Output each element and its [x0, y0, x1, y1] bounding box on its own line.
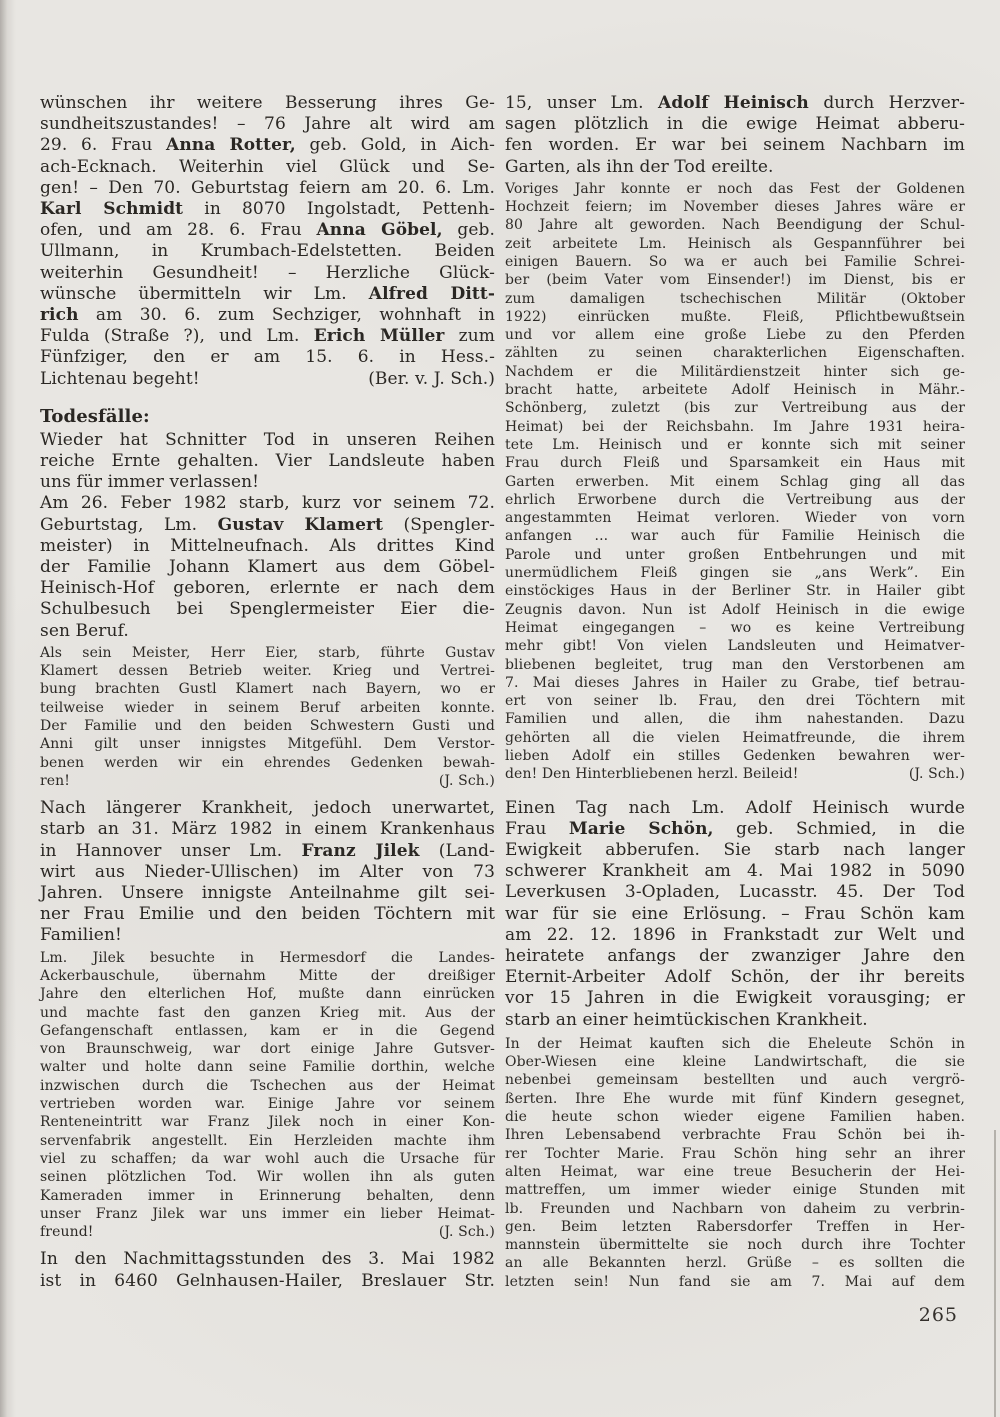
text-line: Ullmann, in Krumbach-Edelstetten. Beiden: [40, 241, 495, 262]
text-line: unser Franz Jilek war uns immer ein lieber Heimat-: [40, 1205, 495, 1222]
text-line-part: freund!: [40, 1224, 94, 1241]
text-line: Familien und allen, die ihm nahestanden. Dazu: [505, 711, 965, 728]
text-line: reiche Ernte gehalten. Vier Landsleute haben: [40, 451, 495, 472]
text-line: sagen plötzlich in die ewige Heimat abberu-: [505, 114, 965, 135]
text-line: wünsche übermitteln wir Lm. Alfred Ditt-: [40, 283, 495, 304]
text-line: sen Beruf.: [40, 620, 129, 641]
text-line: bliebenen begleitet, trug man den Verstorbenen am: [505, 656, 965, 673]
text-line: viel zu schaffen; da war wohl auch die Ursache für: [40, 1150, 495, 1167]
text-line-part: (J. Sch.): [908, 766, 965, 783]
text-line: [505, 765, 965, 783]
text-line: zählten zu seinen charakterlichen Eigenschaften.: [505, 345, 965, 362]
birthday-wishes-paragraph: [40, 93, 495, 390]
text-line: Anni gilt unser innigstes Mitgefühl. Dem Verstor-: [40, 736, 495, 753]
text-line: Jahre den elterlichen Hof, mußte dann einrücken: [40, 986, 495, 1003]
text-line: Hochzeit feiern; im November dieses Jahres wäre er: [505, 199, 965, 216]
text-line: Eternit-Arbeiter Adolf Schön, der ihr bereits: [505, 967, 965, 988]
heinisch-obituary-start-paragraph: [40, 1249, 495, 1291]
text-line: servenfabrik angestellt. Ein Herzleiden machte ihm: [40, 1132, 495, 1149]
text-line: In der Heimat kauften sich die Eheleute Schön in: [505, 1035, 965, 1052]
text-line: ner Frau Emilie und den beiden Töchtern mit: [40, 904, 495, 925]
text-line: Ackerbauschule, übernahm Mitte der dreißiger: [40, 967, 495, 984]
text-line: einstöckiges Haus in der Berliner Str. in Hailer gibt: [505, 583, 965, 600]
text-line: Heinisch-Hof geboren, erlernte er nach dem: [40, 578, 495, 599]
text-line: starb an einer heimtückischen Krankheit.: [505, 1009, 868, 1030]
schoen-detail-paragraph: [505, 1035, 965, 1291]
text-line: Wieder hat Schnitter Tod in unseren Reihen: [40, 429, 495, 450]
text-line: fen worden. Er war bei seinem Nachbarn im: [505, 135, 965, 156]
text-line: 7. Mai dieses Jahres in Hailer zu Grabe, tief betrau-: [505, 674, 965, 691]
text-line: war für sie eine Erlösung. – Frau Schön kam: [505, 903, 965, 924]
text-line: 15, unser Lm. Adolf Heinisch durch Herzver-: [505, 93, 965, 113]
text-line: die heute schon wieder eigene Familien haben.: [505, 1109, 965, 1126]
text-line: uns für immer verlassen!: [40, 472, 260, 493]
text-line: vor 15 Jahren in die Ewigkeit vorausging; er: [505, 988, 965, 1009]
jilek-obituary-paragraph: [40, 798, 495, 946]
text-line: bung brachten Gustl Klamert nach Bayern, wo er: [40, 681, 495, 698]
text-line: Voriges Jahr konnte er noch das Fest der Goldenen: [505, 180, 965, 197]
text-line: rer Tochter Marie. Frau Schön hing sehr an ihrer: [505, 1145, 965, 1162]
text-line: in Hannover unser Lm. Franz Jilek (Land-: [40, 840, 495, 861]
obituary-intro-paragraph: [40, 430, 495, 494]
text-line: unermüdlichem Fleiß gingen sie „ans Werk”. Ein: [505, 565, 965, 582]
text-line: mehr gibt! Von vielen Landsleuten und Heimatver-: [505, 638, 965, 655]
text-line: 1922) einrücken mußte. Fleiß, Pflichtbewußtsein: [505, 308, 965, 325]
text-line: meister) in Mittelneufnach. Als drittes Kind: [40, 535, 495, 556]
text-line: Am 26. Feber 1982 starb, kurz vor seinem 72.: [40, 493, 495, 514]
klamert-detail-paragraph: [40, 644, 495, 790]
text-line: Ober-Wiesen eine kleine Landwirtschaft, die sie: [505, 1054, 965, 1071]
text-line: gehörten all die vielen Heimatfreunde, die ihrem: [505, 729, 965, 746]
todesfaelle-heading: [40, 406, 495, 428]
text-line: walter und holte dann seine Familie dorthin, welche: [40, 1059, 495, 1076]
text-line: angestammten Heimat verloren. Wieder von vorn: [505, 510, 965, 527]
text-line: Schönberg, zuletzt (bis zur Vertreibung aus der: [505, 400, 965, 417]
text-line: Fulda (Straße ?), und Lm. Erich Müller zum: [40, 326, 495, 347]
text-line: benen werden wir ein ehrendes Gedenken bewah-: [40, 754, 495, 771]
text-line: Zeugnis davon. Nun ist Adolf Heinisch in die ewige: [505, 601, 965, 618]
text-line: wirt aus Nieder-Ullischen) im Alter von 73: [40, 861, 495, 882]
text-line: Der Familie und den beiden Schwestern Gusti und: [40, 718, 495, 735]
text-line: gen! – Den 70. Geburtstag feiern am 20. 6. Lm.: [40, 177, 495, 198]
text-line: zum damaligen tschechischen Militär (Oktober: [505, 290, 965, 307]
page-edge-line: [994, 1130, 996, 1417]
text-line: anfangen ... war auch für Familie Heinisch die: [505, 528, 965, 545]
text-line: Schulbesuch bei Spenglermeister Eier die-: [40, 599, 495, 620]
text-line: ehrlich Erworbene durch die Vertreibung aus der: [505, 491, 965, 508]
text-line: Leverkusen 3-Opladen, Lucasstr. 45. Der Tod: [505, 882, 965, 903]
text-line: an alle Bekannten herzl. Grüße – es sollten die: [505, 1255, 965, 1272]
text-line: einigen Bauern. So wa er auch bei Familie Schrei-: [505, 254, 965, 270]
text-line: Klamert dessen Betrieb weiter. Krieg und Vertrei-: [40, 663, 495, 680]
text-line: Fünfziger, den er am 15. 6. in Hess.-: [40, 347, 495, 368]
text-line: schwerer Krankheit am 4. Mai 1982 in 5090: [505, 861, 965, 882]
text-line: Heimat) bei der Reichsbahn. Im Jahre 1931 heira-: [505, 418, 965, 435]
text-line: ert von seiner lb. Frau, den drei Töchtern mit: [505, 693, 965, 710]
text-line: [40, 1223, 495, 1241]
text-line: Familien!: [40, 925, 122, 946]
text-line: inzwischen durch die Tschechen aus der Heimat: [40, 1077, 495, 1094]
left-text-column: [40, 93, 495, 1292]
text-line: bracht hatte, arbeitete Adolf Heinisch in Mähr.-: [505, 382, 965, 399]
text-line: ist in 6460 Gelnhausen-Hailer, Breslauer Str.: [40, 1270, 495, 1291]
text-line: starb an 31. März 1982 in einem Krankenhaus: [40, 819, 495, 840]
text-line-part: (Ber. v. J. Sch.): [368, 368, 495, 389]
text-line: Heimat eingegangen – wo es keine Vertreibung: [505, 619, 965, 636]
text-line: mattreffen, um immer wieder einige Stunden mit: [505, 1182, 965, 1199]
text-line: sundheitszustandes! – 76 Jahre alt wird am: [40, 114, 495, 135]
text-line: Nach längerer Krankheit, jedoch unerwartet,: [40, 798, 495, 819]
text-line: Nachdem er die Militärdienstzeit hinter sich ge-: [505, 363, 965, 380]
text-line: gen. Beim letzten Rabersdorfer Treffen in Her-: [505, 1218, 965, 1235]
scan-gutter-shadow: [0, 0, 16, 1417]
text-line: und vor allem eine große Liebe zu den Pferden: [505, 327, 965, 344]
text-line: Geburtstag, Lm. Gustav Klamert (Spengler-: [40, 514, 495, 535]
text-line: und machte fast den ganzen Krieg mit. Aus der: [40, 1004, 495, 1021]
text-line: Todesfälle:: [40, 405, 150, 427]
text-line: Lm. Jilek besuchte in Hermesdorf die Landes-: [40, 949, 495, 966]
text-line: lb. Freunden und Nachbarn von daheim zu verbrin-: [505, 1200, 965, 1217]
text-line-part: den! Den Hinterbliebenen herzl. Beileid!: [505, 766, 799, 783]
text-line: Garten, als ihn der Tod ereilte.: [505, 156, 774, 177]
text-line: nebenbei gemeinsam bestellten und auch vergrö-: [505, 1072, 965, 1089]
text-line: von Braunschweig, war dort einige Jahre Gutsver-: [40, 1041, 495, 1058]
text-line: ach-Ecknach. Weiterhin viel Glück und Se-: [40, 156, 495, 177]
text-line: Parole und unter großen Entbehrungen und mit: [505, 546, 965, 563]
text-line: der Familie Johann Klamert aus dem Göbel-: [40, 557, 495, 578]
text-line: zeit arbeitete Lm. Heinisch als Gespannführer bei: [505, 235, 965, 252]
page-number: 265: [918, 1304, 958, 1326]
text-line: [40, 772, 495, 790]
text-line: ber (beim Vater vom Einsender!) im Dienst, bis er: [505, 272, 965, 289]
text-line: letzten sein! Nun fand sie am 7. Mai auf dem: [505, 1273, 965, 1290]
text-line: lieben Adolf ein stilles Gedenken bewahren wer-: [505, 748, 965, 765]
text-line: tete Lm. Heinisch und er konnte sich mit seiner: [505, 436, 965, 453]
text-line: Jahren. Unsere innigste Anteilnahme gilt sei-: [40, 883, 495, 904]
text-line: 80 Jahre alt geworden. Nach Beendigung der Schul-: [505, 217, 965, 234]
heinisch-detail-paragraph: [505, 180, 965, 784]
text-line: ofen, und am 28. 6. Frau Anna Göbel, geb.: [40, 220, 495, 241]
text-line: am 22. 12. 1896 in Frankstadt zur Welt und: [505, 924, 965, 945]
text-line: alten Heimat, war eine treue Besucherin der Hei-: [505, 1163, 965, 1180]
text-line: rich am 30. 6. zum Sechziger, wohnhaft in: [40, 305, 495, 326]
text-line: wünschen ihr weitere Besserung ihres Ge-: [40, 93, 495, 113]
text-line: Garten erwerben. Mit einem Schlag ging all das: [505, 473, 965, 490]
text-line: mannstein übermittelte sie noch durch ihre Tochter: [505, 1237, 965, 1254]
text-line: teilweise wieder in seinem Beruf arbeiten konnte.: [40, 699, 495, 716]
text-line: Frau Marie Schön, geb. Schmied, in die: [505, 818, 965, 839]
text-line: Ihren Lebensabend verbrachte Frau Schön bei ih-: [505, 1127, 965, 1144]
text-line: Kameraden immer in Erinnerung behalten, denn: [40, 1187, 495, 1204]
text-line: Frau durch Fleiß und Sparsamkeit ein Haus mit: [505, 455, 965, 472]
text-line: In den Nachmittagsstunden des 3. Mai 1982: [40, 1249, 495, 1270]
text-line: heiratete anfangs der zwanziger Jahre den: [505, 946, 965, 967]
text-line-part: Lichtenau begeht!: [40, 368, 200, 389]
text-line-part: (J. Sch.): [438, 1224, 495, 1241]
text-line: Gefangenschaft entlassen, kam er in die Gegend: [40, 1022, 495, 1039]
text-line: Einen Tag nach Lm. Adolf Heinisch wurde: [505, 797, 965, 818]
text-line: Als sein Meister, Herr Eier, starb, führte Gustav: [40, 644, 495, 661]
text-line-part: ren!: [40, 772, 71, 789]
klamert-obituary-paragraph: [40, 493, 495, 641]
right-text-column: [505, 93, 965, 1291]
text-line: seinen plötzlichen Tod. Wir wollen ihn als guten: [40, 1169, 495, 1186]
text-line: vertrieben worden war. Einige Jahre vor seinem: [40, 1096, 495, 1113]
jilek-detail-paragraph: [40, 949, 495, 1242]
text-line: ßerten. Ihre Ehe wurde mit fünf Kindern gesegnet,: [505, 1090, 965, 1107]
heinisch-obituary-continued-paragraph: [505, 93, 965, 178]
text-line: weiterhin Gesundheit! – Herzliche Glück-: [40, 262, 495, 283]
schoen-obituary-paragraph: [505, 798, 965, 1031]
text-line: [40, 369, 495, 390]
text-line-part: (J. Sch.): [438, 772, 495, 789]
text-line: Ewigkeit abberufen. Sie starb nach langer: [505, 840, 965, 861]
text-line: 29. 6. Frau Anna Rotter, geb. Gold, in Aich-: [40, 135, 495, 156]
text-line: Karl Schmidt in 8070 Ingolstadt, Pettenh-: [40, 199, 495, 220]
text-line: Renteneintritt war Franz Jilek noch in einer Kon-: [40, 1114, 495, 1131]
